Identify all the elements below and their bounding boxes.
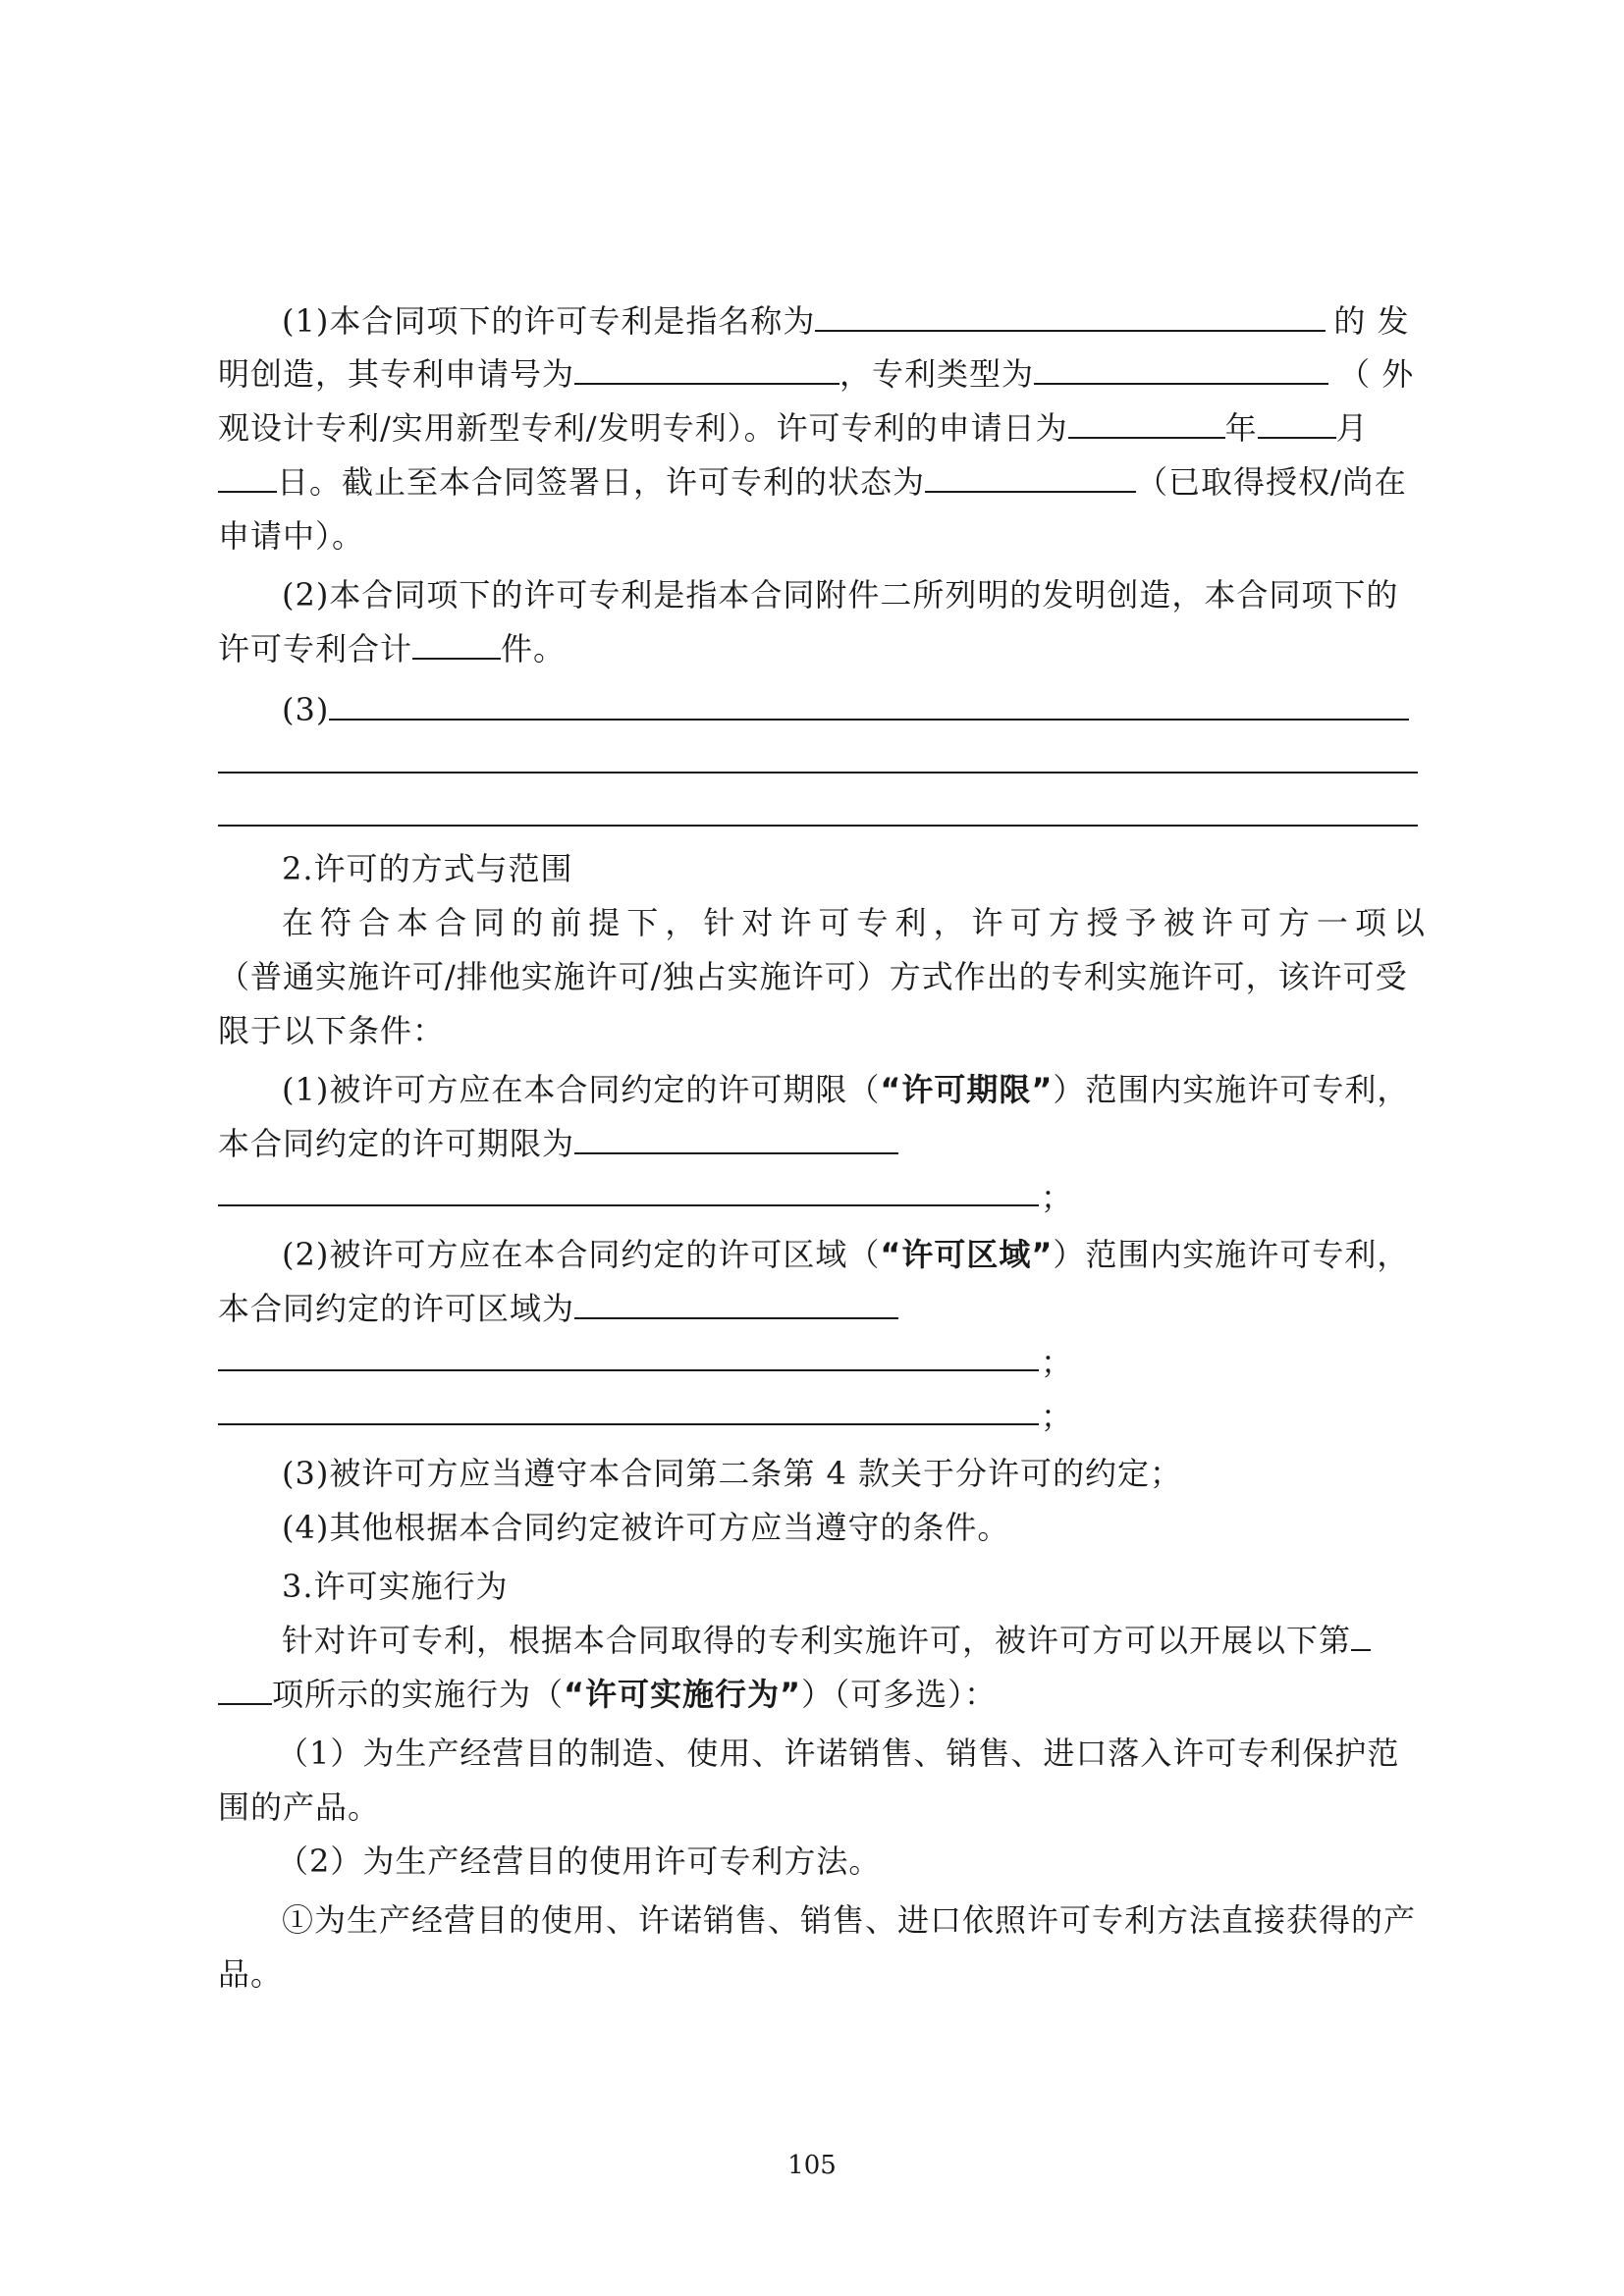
license-region-blank-2 — [218, 1369, 1039, 1371]
license-region-blank-3 — [218, 1423, 1039, 1425]
condition-3: (3)被许可方应当遵守本合同第二条第 4 款关于分许可的约定； — [282, 1455, 1183, 1492]
patent-name-blank — [815, 298, 1326, 332]
semicolon: ； — [1041, 1398, 1073, 1435]
act-1-line-1: （1）为生产经营目的制造、使用、许诺销售、销售、进口落入许可专利保护范 — [277, 1735, 1400, 1772]
condition-2-line-2: 本合同约定的许可区域为 — [218, 1286, 1426, 1331]
clause-3-blank-1 — [329, 687, 1409, 721]
license-period-blank-1 — [574, 1121, 898, 1154]
section-2-intro-line-1: 在符合本合同的前提下，针对许可专利，许可方授予被许可方一项以 — [282, 904, 1426, 941]
clause-1-line-2: 明创造，其专利申请号为 ，专利类型为 （ 外 — [218, 351, 1426, 397]
section-2-heading: 2.许可的方式与范围 — [282, 850, 573, 887]
clause-3-blank-2 — [218, 772, 1418, 774]
clause-1-line-3: 观设计专利/实用新型专利/发明专利）。许可专利的申请日为 年 月 — [218, 405, 1426, 451]
section-3-intro-line-2: 项所示的实施行为（“许可实施行为”）（可多选）： — [218, 1672, 1426, 1717]
clause-1-line-5: 申请中）。 — [218, 517, 365, 555]
day-blank — [218, 459, 277, 493]
clause-3-line-1: (3) — [282, 687, 1426, 732]
page-number: 105 — [787, 2151, 837, 2180]
section-3-intro-line-1: 针对许可专利，根据本合同取得的专利实施许可，被许可方可以开展以下第 — [282, 1618, 1426, 1663]
application-number-blank — [574, 351, 839, 385]
section-2-intro-line-2: （普通实施许可/排他实施许可/独占实施许可）方式作出的专利实施许可，该许可受 — [218, 958, 1408, 995]
clause-1-line-4: 日。截止至本合同签署日，许可专利的状态为 （已取得授权/尚在 — [218, 459, 1426, 505]
act-2-sub-1-line-1: ①为生产经营目的使用、许诺销售、销售、进口依照许可专利方法直接获得的产 — [282, 1901, 1417, 1939]
month-blank — [1258, 405, 1336, 439]
patent-count-blank — [412, 626, 501, 660]
item-number-blank-2 — [218, 1672, 272, 1705]
clause-1-line-1: (1)本合同项下的许可专利是指名称为 的 发 — [282, 298, 1426, 344]
license-region-blank-1 — [574, 1286, 898, 1319]
act-2: （2）为生产经营目的使用许可专利方法。 — [277, 1842, 882, 1880]
condition-1-line-1: (1)被许可方应在本合同约定的许可期限（“许可期限”）范围内实施许可专利， — [282, 1071, 1410, 1108]
section-2-intro-line-3: 限于以下条件： — [218, 1012, 446, 1049]
condition-2-line-1: (2)被许可方应在本合同约定的许可区域（“许可区域”）范围内实施许可专利， — [282, 1236, 1410, 1273]
term-license-region: “许可区域” — [880, 1236, 1054, 1273]
clause-3-blank-3 — [218, 825, 1418, 827]
condition-1-line-2: 本合同约定的许可期限为 — [218, 1121, 1426, 1166]
semicolon: ； — [1041, 1179, 1073, 1216]
term-licensed-acts: “许可实施行为” — [564, 1676, 802, 1713]
semicolon: ； — [1041, 1344, 1073, 1381]
act-2-sub-1-line-2: 品。 — [218, 1955, 284, 1993]
act-1-line-2: 围的产品。 — [218, 1789, 381, 1826]
license-period-blank-2 — [218, 1204, 1039, 1206]
term-license-period: “许可期限” — [880, 1071, 1054, 1108]
patent-status-blank — [925, 459, 1136, 493]
section-3-heading: 3.许可实施行为 — [282, 1568, 509, 1605]
year-blank — [1068, 405, 1225, 439]
patent-type-blank — [1034, 351, 1328, 385]
clause-2-line-1: (2)本合同项下的许可专利是指本合同附件二所列明的发明创造，本合同项下的 — [282, 576, 1399, 614]
clause-2-line-2: 许可专利合计 件。 — [218, 626, 1426, 671]
condition-4: (4)其他根据本合同约定被许可方应当遵守的条件。 — [282, 1509, 1010, 1546]
item-number-blank-1 — [1351, 1618, 1371, 1651]
